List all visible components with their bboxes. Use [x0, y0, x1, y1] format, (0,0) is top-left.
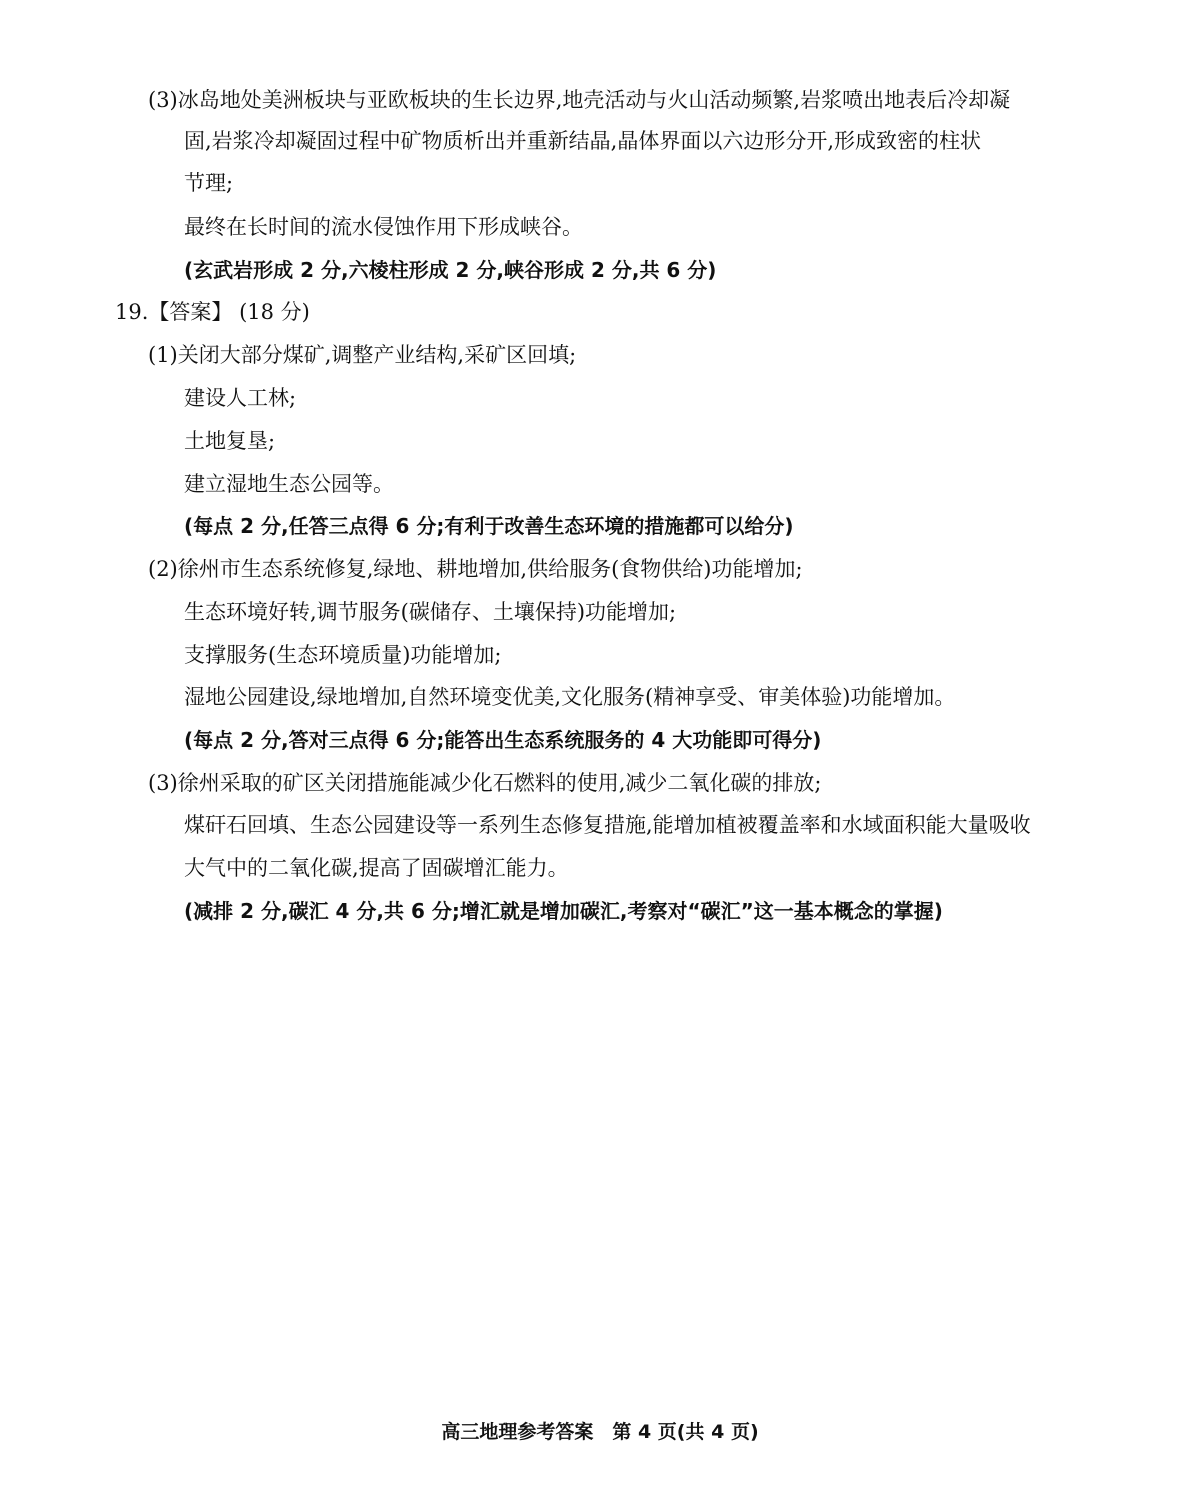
q18-part3-line2: 固,岩浆冷却凝固过程中矿物质析出并重新结晶,晶体界面以六边形分开,形成致密的柱状: [184, 129, 982, 153]
q19-part2-line: 生态环境好转,调节服务(碳储存、土壤保持)功能增加;: [184, 600, 677, 624]
q19-part2-line: 湿地公园建设,绿地增加,自然环境变优美,文化服务(精神享受、审美体验)功能增加。: [184, 685, 956, 709]
q18-part3-scoring: (玄武岩形成 2 分,六棱柱形成 2 分,峡谷形成 2 分,共 6 分): [184, 258, 717, 282]
q19-part1-scoring: (每点 2 分,任答三点得 6 分;有利于改善生态环境的措施都可以给分): [184, 514, 794, 538]
q19-heading: 19.【答案】 (18 分): [115, 300, 310, 324]
q18-part3-line3: 节理;: [184, 171, 234, 195]
q19-part1-line: 建设人工林;: [184, 386, 297, 410]
q18-part3-line4: 最终在长时间的流水侵蚀作用下形成峡谷。: [184, 215, 583, 239]
q19-part3-line: (3)徐州采取的矿区关闭措施能减少化石燃料的使用,减少二氧化碳的排放;: [148, 771, 822, 795]
q19-part3-line: 煤矸石回填、生态公园建设等一系列生态修复措施,能增加植被覆盖率和水域面积能大量吸收: [184, 813, 1031, 837]
q19-part1-line: 土地复垦;: [184, 429, 276, 453]
q19-part2-line: (2)徐州市生态系统修复,绿地、耕地增加,供给服务(食物供给)功能增加;: [148, 557, 803, 581]
q18-part3-line1: (3)冰岛地处美洲板块与亚欧板块的生长边界,地壳活动与火山活动频繁,岩浆喷出地表后冷却凝: [148, 88, 1011, 112]
page-footer: 高三地理参考答案 第 4 页(共 4 页): [441, 1421, 759, 1443]
q19-part2-scoring: (每点 2 分,答对三点得 6 分;能答出生态系统服务的 4 大功能即可得分): [184, 728, 822, 752]
q19-part1-line: (1)关闭大部分煤矿,调整产业结构,采矿区回填;: [148, 343, 577, 367]
q19-part3-scoring: (减排 2 分,碳汇 4 分,共 6 分;增汇就是增加碳汇,考察对“碳汇”这一基本概念的掌握): [184, 899, 943, 923]
q19-part2-line: 支撑服务(生态环境质量)功能增加;: [184, 643, 502, 667]
q19-part3-line: 大气中的二氧化碳,提高了固碳增汇能力。: [184, 856, 569, 880]
q19-part1-line: 建立湿地生态公园等。: [184, 472, 394, 496]
